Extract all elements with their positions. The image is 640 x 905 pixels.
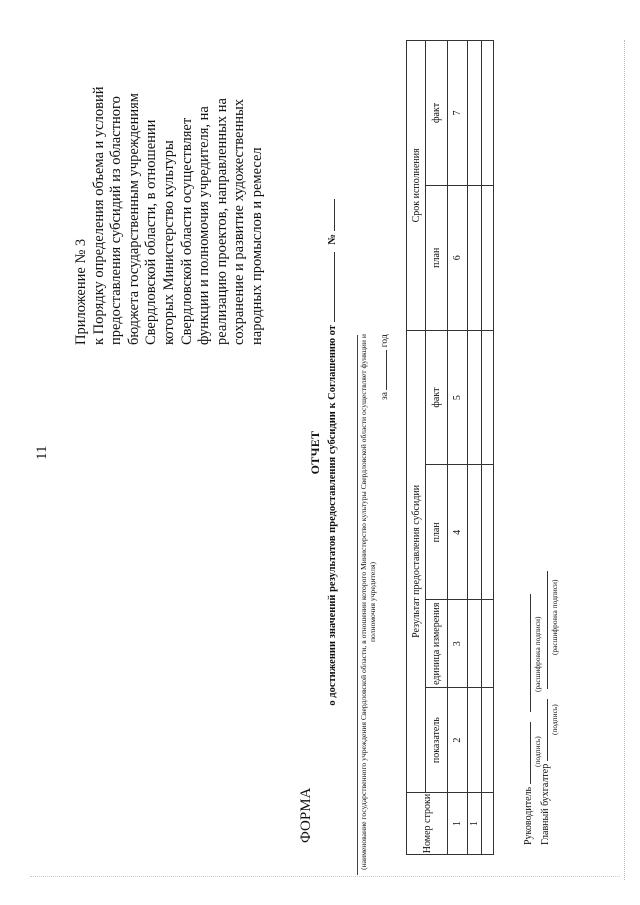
table-row	[468, 41, 482, 855]
form-label: ФОРМА	[298, 787, 314, 843]
column-number: 5	[448, 330, 468, 465]
appendix-line: Свердловской области, в отношении	[143, 119, 160, 345]
column-number: 7	[448, 41, 468, 186]
agreement-date-field[interactable]	[325, 252, 335, 322]
table-cell[interactable]	[468, 688, 482, 793]
appendix-line: которых Министерство культуры	[160, 140, 177, 345]
report-subtitle	[325, 0, 338, 905]
results-table	[406, 40, 494, 855]
year-prefix: за	[380, 392, 390, 400]
table-row	[482, 41, 494, 855]
institution-name-field[interactable]	[357, 335, 358, 875]
appendix-line: предоставления субсидий из областного	[108, 96, 125, 345]
appendix-line: Свердловской области осуществляет	[178, 117, 195, 345]
table-cell[interactable]	[482, 330, 494, 465]
table-cell[interactable]	[468, 465, 482, 600]
column-number: 1	[448, 793, 468, 855]
header-deadline-fact: факт	[426, 41, 448, 186]
year-field[interactable]	[378, 350, 387, 390]
table-cell[interactable]	[468, 41, 482, 186]
table-cell[interactable]	[482, 465, 494, 600]
head-signature-caption: (подпись)	[533, 736, 542, 767]
page-number: 11	[34, 445, 50, 460]
year-suffix: год	[380, 334, 390, 348]
table-cell[interactable]	[482, 185, 494, 330]
header-row-number: Номер строки	[407, 793, 448, 855]
table-cell[interactable]	[482, 600, 494, 688]
appendix-line: Приложение № 3	[73, 238, 89, 345]
accountant-signature-field[interactable]	[538, 699, 548, 761]
column-number: 2	[448, 688, 468, 793]
table-cell[interactable]	[468, 600, 482, 688]
appendix-line: реализацию проектов, направленных на	[213, 98, 230, 345]
appendix-block	[73, 25, 267, 345]
accountant-signature-caption: (подпись)	[550, 704, 559, 735]
header-plan: план	[426, 465, 448, 600]
head-label: Руководитель	[523, 786, 534, 845]
accountant-decoding-caption: (расшифровка подписи)	[550, 579, 559, 655]
accountant-label: Главный бухгалтер	[540, 763, 551, 845]
head-decoding-field[interactable]	[521, 594, 531, 712]
column-number: 6	[448, 185, 468, 330]
appendix-line: к Порядку определения объема и условий	[90, 86, 107, 345]
table-cell[interactable]	[482, 688, 494, 793]
head-signature-field[interactable]	[521, 722, 531, 784]
appendix-line: функции и полномочия учредителя, на	[196, 106, 213, 345]
table-cell[interactable]	[468, 185, 482, 330]
header-fact: факт	[426, 330, 448, 465]
report-subtitle-text: о достижении значений результатов предоставления субсидии к Соглашению от	[327, 325, 338, 706]
table-cell[interactable]	[482, 793, 494, 855]
header-result-group: Результат предоставления субсидии	[407, 330, 426, 792]
table-cell[interactable]	[468, 330, 482, 465]
column-number: 4	[448, 465, 468, 600]
header-indicator: показатель	[426, 688, 448, 793]
appendix-line: народных промыслов и ремесел	[248, 147, 265, 345]
row-number-cell: 1	[468, 793, 482, 855]
institution-caption: (наименование государственного учреждения Свердловской области, в отношении которого Министерство культуры Свердловской области осуществляет функции и полномочия учредителя)	[359, 334, 377, 870]
table-subheader-row	[426, 41, 448, 855]
header-deadline-plan: план	[426, 185, 448, 330]
agreement-number-field[interactable]	[325, 199, 335, 231]
table-cell[interactable]	[482, 41, 494, 186]
report-title: ОТЧЕТ	[308, 430, 322, 475]
appendix-line: бюджета государственным учреждениям	[125, 93, 142, 345]
column-number: 3	[448, 600, 468, 688]
accountant-decoding-field[interactable]	[538, 571, 548, 689]
agreement-number-label: №	[327, 234, 338, 245]
report-year	[378, 334, 390, 400]
header-deadline-group: Срок исполнения	[407, 41, 426, 331]
appendix-line: сохранение и развитие художественных	[231, 98, 248, 345]
table-header-row	[407, 41, 426, 855]
table-column-numbers-row	[448, 41, 468, 855]
head-decoding-caption: (расшифровка подписи)	[533, 616, 542, 692]
header-unit: единица измерения	[426, 600, 448, 688]
